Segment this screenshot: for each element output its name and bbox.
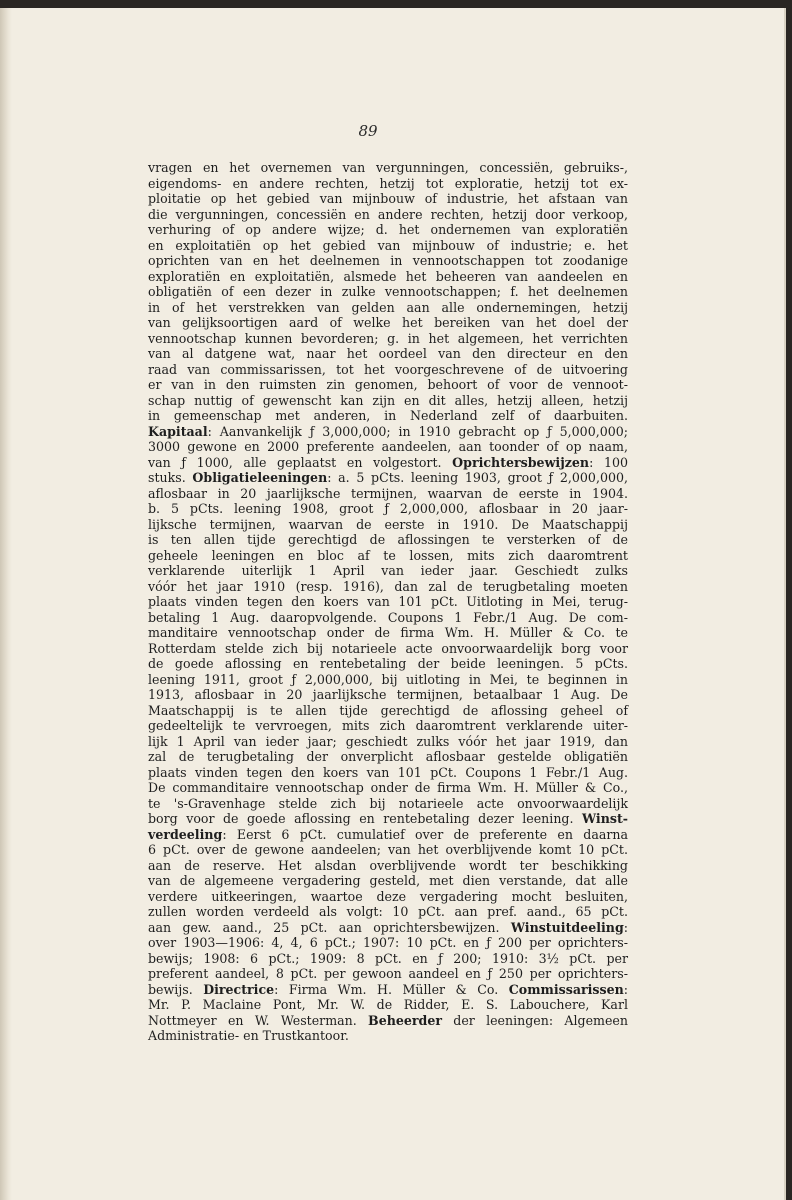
text-line <box>148 377 628 393</box>
text-line <box>148 873 628 889</box>
text-segment: aflosbaar in 20 jaarlijksche termijnen, waarvan de eerste in 1904. <box>148 485 628 501</box>
text-segment: lijk 1 April van ieder jaar; geschiedt zulks vóór het jaar 1919, dan <box>148 733 628 749</box>
text-segment: in of het verstrekken van gelden aan alle ondernemingen, hetzij <box>148 299 628 315</box>
text-line <box>148 393 628 409</box>
text-segment: de goede aflossing en rentebetaling der beide leeningen. 5 pCts. <box>148 656 628 671</box>
text-segment: van ƒ 1000, alle geplaatst en volgestort. <box>148 454 453 470</box>
text-segment: zullen worden verdeeld als volgt: 10 pCt. aan pref. aand., 65 pCt. <box>148 904 628 919</box>
text-line <box>148 470 628 486</box>
bold-heading: Obligatieleeningen <box>192 470 328 485</box>
page-gutter <box>0 8 12 1200</box>
text-segment: Nottmeyer en W. Westerman. <box>148 1012 369 1028</box>
text-line <box>148 625 628 641</box>
text-line <box>148 672 628 688</box>
text-line <box>148 284 628 300</box>
text-segment: Maatschappij is te allen tijde gerechtigd de aflossing geheel of <box>148 702 628 718</box>
text-line <box>148 160 628 176</box>
text-line <box>148 408 628 424</box>
text-line <box>148 997 628 1013</box>
text-line <box>148 935 628 951</box>
text-line <box>148 517 628 533</box>
text-line <box>148 594 628 610</box>
text-segment: Administratie- en Trustkantoor. <box>148 1028 349 1043</box>
text-line <box>148 687 628 703</box>
text-segment: plaats vinden tegen den koers van 101 pCt. Uitloting in Mei, terug- <box>148 594 628 609</box>
bold-heading: Kapitaal <box>148 423 208 439</box>
text-line <box>148 176 628 192</box>
text-segment: en exploitatiën op het gebied van mijnbouw of industrie; e. het <box>148 237 628 253</box>
text-segment: er van in den ruimsten zin genomen, behoort of voor de vennoot- <box>148 377 628 392</box>
text-segment: gedeeltelijk te vervroegen, mits zich daaromtrent verklarende uiter- <box>148 718 628 733</box>
text-line <box>148 563 628 579</box>
text-segment: zal de terugbetaling der onverplicht aflosbaar gestelde obligatiën <box>148 749 628 764</box>
text-line <box>148 610 628 626</box>
page-number: 89 <box>358 122 378 140</box>
text-segment: leening 1911, groot ƒ 2,000,000, bij uitloting in Mei, te beginnen in <box>148 671 628 687</box>
text-line <box>148 1028 628 1044</box>
text-segment: te 's-Gravenhage stelde zich bij notarieele acte onvoorwaardelijk <box>148 795 628 811</box>
bold-heading: Directrice <box>203 981 275 997</box>
text-line <box>148 207 628 223</box>
text-line <box>148 532 628 548</box>
text-line <box>148 904 628 920</box>
text-segment: 1913, aflosbaar in 20 jaarlijksche termijnen, betaalbaar 1 Aug. De <box>148 687 628 702</box>
text-segment: : <box>623 919 628 935</box>
text-segment: plaats vinden tegen den koers van 101 pCt. Coupons 1 Febr./1 Aug. <box>148 764 628 780</box>
text-segment: bewijs; 1908: 6 pCt.; 1909: 8 pCt. en ƒ 200; 1910: 3½ pCt. per <box>148 950 628 966</box>
text-line <box>148 920 628 936</box>
text-line <box>148 362 628 378</box>
text-line <box>148 346 628 362</box>
text-line <box>148 811 628 827</box>
text-line <box>148 501 628 517</box>
text-line <box>148 982 628 998</box>
text-line <box>148 331 628 347</box>
text-line <box>148 315 628 331</box>
bold-heading: Oprichtersbewijzen <box>452 454 590 470</box>
text-segment: vennootschap kunnen bevorderen; g. in het algemeen, het verrichten <box>148 330 628 346</box>
text-line <box>148 703 628 719</box>
text-segment: oprichten van en het deelnemen in vennootschappen tot zoodanige <box>148 253 628 268</box>
text-segment: stuks. <box>148 470 193 485</box>
bold-heading: Winstuitdeeling <box>510 919 624 935</box>
text-segment: Rotterdam stelde zich bij notarieele acte onvoorwaardelijk borg voor <box>148 640 628 656</box>
text-line <box>148 1013 628 1029</box>
text-segment: schap nuttig of gewenscht kan zijn en dit alles, hetzij alleen, hetzij <box>148 392 628 408</box>
text-line <box>148 222 628 238</box>
text-line <box>148 734 628 750</box>
text-line <box>148 641 628 657</box>
text-segment: ploitatie op het gebied van mijnbouw of industrie, het afstaan van <box>148 191 628 206</box>
text-segment: geheele leeningen en bloc af te lossen, mits zich daaromtrent <box>148 547 628 563</box>
text-segment: 3000 gewone en 2000 preferente aandeelen, aan toonder of op naam, <box>148 439 628 454</box>
text-segment: obligatiën of een dezer in zulke vennootschappen; f. het deelnemen <box>148 284 628 299</box>
text-line <box>148 827 628 843</box>
bold-heading: Winst- <box>582 811 628 826</box>
text-segment: eigendoms- en andere rechten, hetzij tot exploratie, hetzij tot ex- <box>148 175 628 191</box>
text-segment: : Aanvankelijk ƒ 3,000,000; in 1910 gebracht op ƒ 5,000,000; <box>207 423 628 439</box>
bold-heading: Commissarissen <box>508 981 624 997</box>
text-line <box>148 749 628 765</box>
text-segment: manditaire vennootschap onder de firma Wm. H. Müller & Co. te <box>148 625 628 640</box>
text-line <box>148 889 628 905</box>
text-segment: Mr. P. Maclaine Pont, Mr. W. de Ridder, E. S. Labouchere, Karl <box>148 997 628 1012</box>
text-segment: vragen en het overnemen van vergunningen, concessiën, gebruiks-, <box>148 160 628 175</box>
text-line <box>148 718 628 734</box>
text-segment: die vergunningen, concessiën en andere rechten, hetzij door verkoop, <box>148 206 628 222</box>
text-segment: exploratiën en exploitatiën, alsmede het beheeren van aandeelen en <box>148 268 628 284</box>
text-segment: raad van commissarissen, tot het voorgeschrevene of de uitvoering <box>148 361 628 377</box>
text-line <box>148 486 628 502</box>
text-segment: bewijs. <box>148 981 204 997</box>
text-segment: : Firma Wm. H. Müller & Co. <box>274 981 509 997</box>
text-segment: De commanditaire vennootschap onder de firma Wm. H. Müller & Co., <box>148 780 628 795</box>
text-segment: preferent aandeel, 8 pCt. per gewoon aandeel en ƒ 250 per oprichters- <box>148 966 628 981</box>
text-segment: lijksche termijnen, waarvan de eerste in 1910. De Maatschappij <box>148 516 628 532</box>
text-segment: van de algemeene vergadering gesteld, met dien verstande, dat alle <box>148 873 628 888</box>
text-segment: verhuring of op andere wijze; d. het ondernemen van exploratiën <box>148 222 628 237</box>
text-line <box>148 858 628 874</box>
text-segment: van gelijksoortigen aard of welke het bereiken van het doel der <box>148 315 628 330</box>
text-segment: aan de reserve. Het alsdan overblijvende wordt ter beschikking <box>148 857 628 873</box>
text-segment: : Eerst 6 pCt. cumulatief over de preferente en daarna <box>222 826 628 842</box>
text-segment: b. 5 pCts. leening 1908, groot ƒ 2,000,000, aflosbaar in 20 jaar- <box>148 501 628 516</box>
text-segment: verdere uitkeeringen, waartoe deze vergadering mocht besluiten, <box>148 888 628 904</box>
text-line <box>148 765 628 781</box>
text-line <box>148 455 628 471</box>
text-line <box>148 548 628 564</box>
text-line <box>148 656 628 672</box>
text-line <box>148 269 628 285</box>
text-segment: : a. 5 pCts. leening 1903, groot ƒ 2,000,000, <box>327 470 628 485</box>
text-line <box>148 191 628 207</box>
text-segment: borg voor de goede aflossing en rentebetaling dezer leening. <box>148 811 582 826</box>
text-segment: verklarende uiterlijk 1 April van ieder jaar. Geschiedt zulks <box>148 563 628 578</box>
text-segment: 6 pCt. over de gewone aandeelen; van het overblijvende komt 10 pCt. <box>148 842 628 857</box>
text-line <box>148 966 628 982</box>
text-segment: aan gew. aand., 25 pCt. aan oprichtersbewijzen. <box>148 919 511 935</box>
text-segment: van al datgene wat, naar het oordeel van den directeur en den <box>148 346 628 361</box>
text-segment: is ten allen tijde gerechtigd de aflossingen te versterken of de <box>148 532 628 547</box>
text-line <box>148 253 628 269</box>
text-line <box>148 579 628 595</box>
text-line <box>148 424 628 440</box>
text-line <box>148 842 628 858</box>
text-segment: betaling 1 Aug. daaropvolgende. Coupons 1 Febr./1 Aug. De com- <box>148 609 628 625</box>
text-line <box>148 796 628 812</box>
text-line <box>148 439 628 455</box>
text-line <box>148 300 628 316</box>
text-segment: over 1903—1906: 4, 4, 6 pCt.; 1907: 10 pCt. en ƒ 200 per oprichters- <box>148 935 628 950</box>
text-line <box>148 238 628 254</box>
text-segment: vóór het jaar 1910 (resp. 1916), dan zal de terugbetaling moeten <box>148 578 628 594</box>
bold-heading: Beheerder <box>368 1012 442 1028</box>
text-segment: : <box>623 981 628 997</box>
text-segment: : 100 <box>589 454 629 470</box>
body-text <box>148 160 628 1044</box>
text-segment: der leeningen: Algemeen <box>441 1012 628 1028</box>
text-segment: in gemeenschap met anderen, in Nederland zelf of daarbuiten. <box>148 408 628 423</box>
text-line <box>148 780 628 796</box>
text-line <box>148 951 628 967</box>
bold-heading: verdeeling <box>148 826 223 842</box>
